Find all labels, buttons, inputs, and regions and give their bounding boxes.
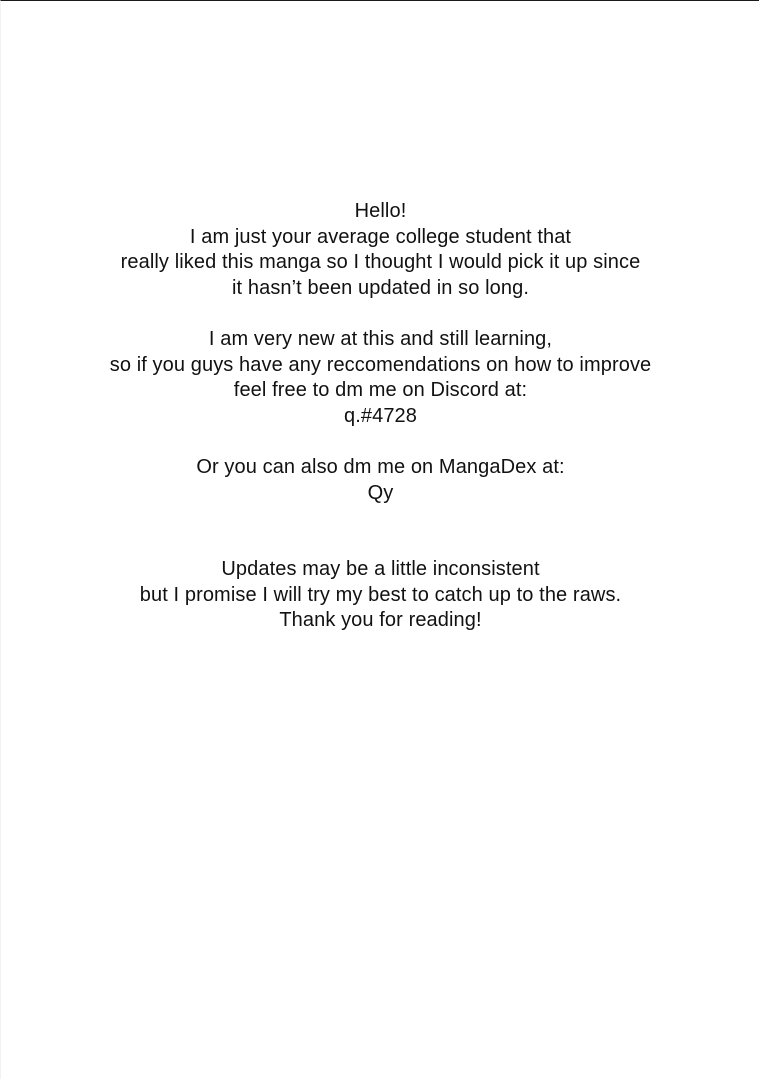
closing-paragraph bbox=[1, 557, 759, 634]
paragraph-spacer bbox=[1, 301, 759, 327]
intro-line: I am just your average college student that bbox=[189, 225, 572, 248]
closing-line: Thank you for reading! bbox=[279, 609, 482, 632]
mangadex-line: Or you can also dm me on MangaDex at: bbox=[196, 455, 565, 478]
mangadex-paragraph bbox=[1, 455, 759, 506]
paragraph-spacer bbox=[1, 429, 759, 455]
closing-line: Updates may be a little inconsistent bbox=[221, 558, 540, 581]
discord-paragraph bbox=[1, 327, 759, 429]
intro-line: it hasn’t been updated in so long. bbox=[232, 276, 529, 299]
discord-line: so if you guys have any reccomendations on how to improve bbox=[109, 353, 652, 376]
discord-line: feel free to dm me on Discord at: bbox=[233, 379, 528, 402]
discord-handle: q.#4728 bbox=[344, 404, 417, 427]
closing-line: but I promise I will try my best to catch up to the raws. bbox=[139, 583, 622, 606]
intro-line: really liked this manga so I thought I would pick it up since bbox=[120, 251, 641, 274]
paragraph-spacer bbox=[1, 506, 759, 557]
mangadex-handle: Qy bbox=[367, 481, 394, 504]
translator-note bbox=[1, 199, 759, 634]
intro-paragraph bbox=[1, 199, 759, 301]
greeting-line: Hello! bbox=[354, 200, 407, 222]
discord-line: I am very new at this and still learning, bbox=[208, 327, 553, 350]
